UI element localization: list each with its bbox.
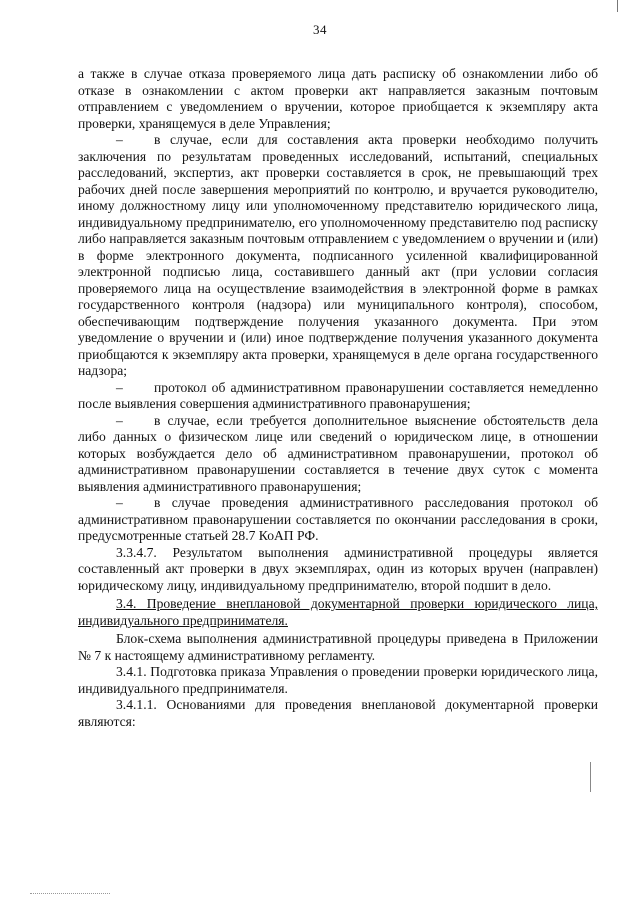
dash-marker: –: [116, 132, 123, 147]
document-body: [78, 66, 598, 730]
list-item: [78, 380, 598, 413]
dash-marker: –: [116, 379, 123, 395]
paragraph-order-preparation: 3.4.1. Подготовка приказа Управления о проведении проверки юридического лица, индивидуального предпринимателя.: [78, 664, 598, 696]
section-heading: 3.4. Проведение внеплановой документарной проверки юридического лица, индивидуального предпринимателя.: [78, 596, 598, 628]
paragraph-continuation: а также в случае отказа проверяемого лица дать расписку об ознакомлении либо об отказе в ознакомлении с актом проверки акт направляется заказным почтовым отправлением с уведомлением о вручении, которое приобщается к экземпляру акта проверки, хранящемуся в деле Управления;: [78, 66, 598, 131]
dash-marker: –: [116, 412, 123, 428]
list-item: [78, 495, 598, 545]
paragraph-block-scheme: Блок-схема выполнения административной процедуры приведена в Приложении № 7 к настоящему административному регламенту.: [78, 631, 598, 663]
list-item-text: протокол об административном правонарушении составляется немедленно после выявления совершения административного правонарушения;: [78, 379, 598, 411]
list-item: [78, 132, 598, 380]
scan-artifact: [617, 0, 618, 12]
scan-artifact: [590, 762, 591, 792]
dash-marker: –: [116, 495, 123, 510]
paragraph-grounds: 3.4.1.1. Основаниями для проведения внеплановой документарной проверки являются:: [78, 697, 598, 729]
list-item-text: в случае проведения административного расследования протокол об административном правонарушении составляется по окончании расследования в сроки, предусмотренные статьей 28.7 КоАП РФ.: [78, 495, 598, 543]
list-item-text: в случае, если для составления акта проверки необходимо получить заключения по результатам проведенных исследований, испытаний, специальных расследований, экспертиз, акт проверки составляется в срок, не превышающий трех рабочих дней после завершения мероприятий по контролю, и вручается руководителю, иному должностному лицу или уполномоченному представителю юридического лица, индивидуальному предпринимателю, его уполномоченному представителю под расписку либо направляется заказным почтовым отправлением с уведомлением о вручении и (или) в форме электронного документа, подписанного усиленной квалифицированной электронной подписью лица, составившего данный акт (при условии согласия проверяемого лица на осуществление взаимодействия в электронной форме в рамках государственного контроля (надзора) или муниципального контроля), способом, обеспечивающим подтверждение получения указанного документа. При этом уведомление о вручении и (или) иное подтверждение получения указанного документа приобщаются к экземпляру акта проверки, хранящемуся в деле органа государственного надзора;: [78, 132, 598, 378]
paragraph-result: 3.3.4.7. Результатом выполнения административной процедуры является составленный акт проверки в двух экземплярах, один из которых вручен (направлен) юридическому лицу, индивидуальному предпринимателю, второй подшит в дело.: [78, 544, 598, 593]
page-number: 34: [313, 22, 327, 37]
list-item-text: в случае, если требуется дополнительное выяснение обстоятельств дела либо данных о физическом лице или сведений о юридическом лице, в отношении которых возбуждается дело об административном правонарушении, протокол об административном правонарушении составляется в течение двух суток с момента выявления административного правонарушения;: [78, 412, 598, 494]
list-item: [78, 413, 598, 496]
scan-artifact: [30, 893, 110, 895]
